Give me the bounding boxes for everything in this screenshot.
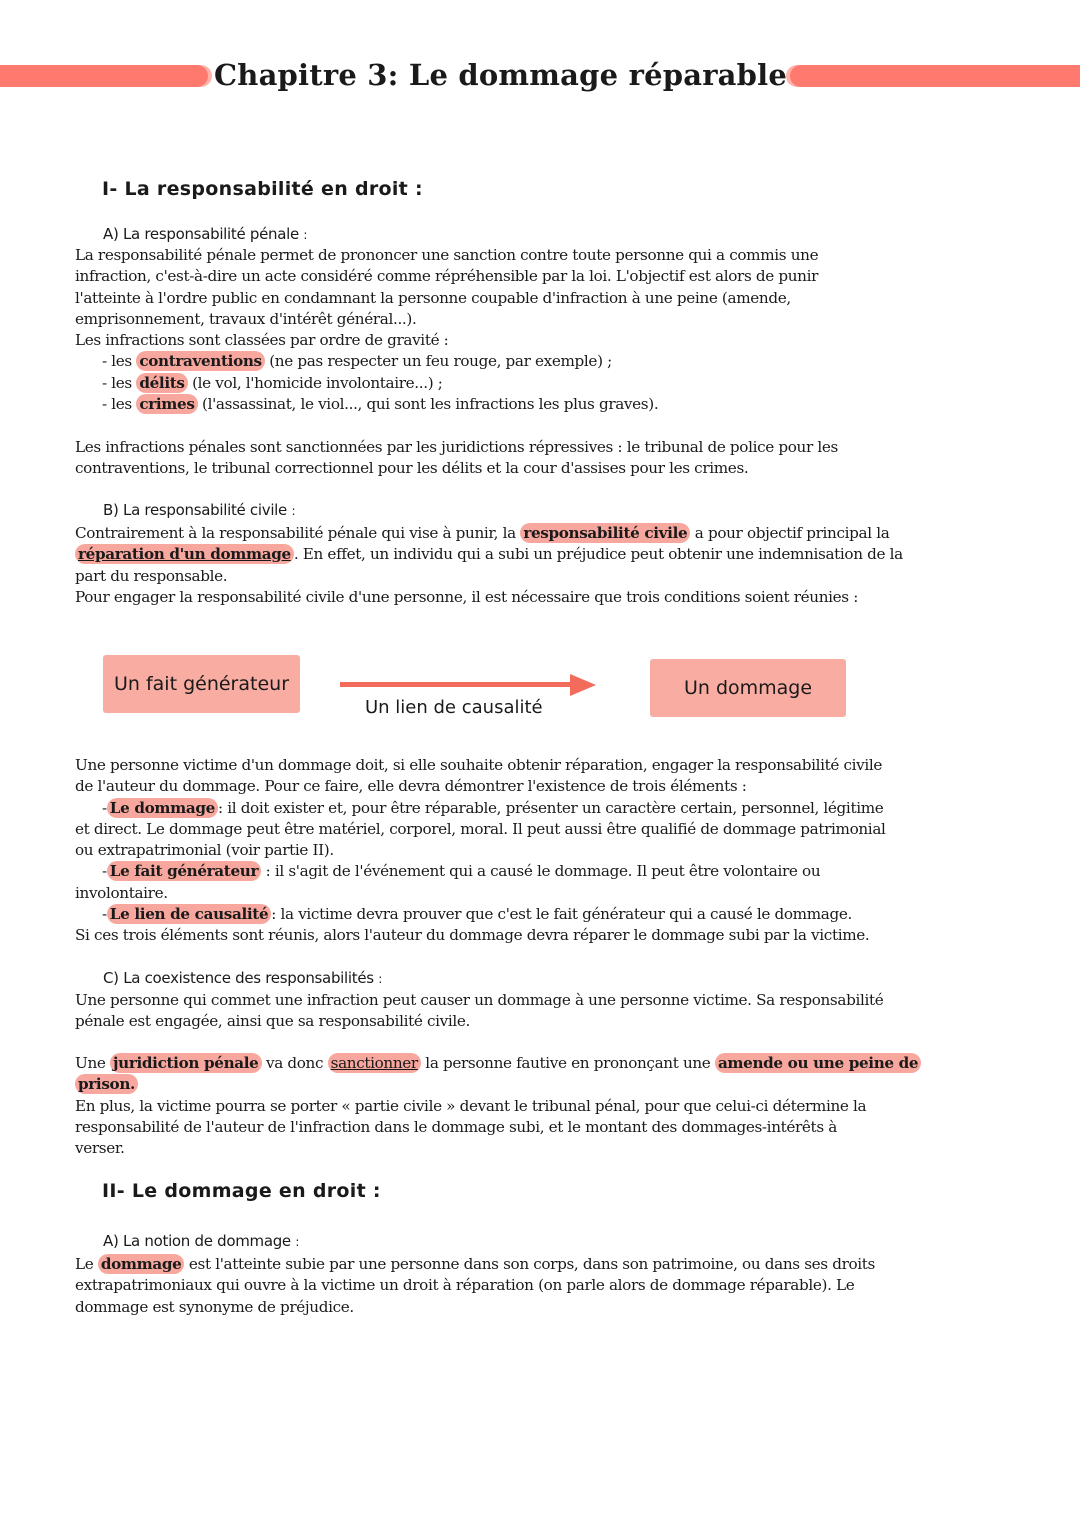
highlighted-term: réparation d'un dommage	[75, 544, 294, 564]
diagram-box-dommage: Un dommage	[650, 659, 846, 717]
highlighted-term: Le dommage	[107, 798, 218, 818]
decorative-bar-right	[790, 65, 1080, 87]
list-prefix: - les	[102, 373, 137, 392]
subsection-1c-heading	[103, 969, 382, 987]
text-line: infraction, c'est-à-dire un acte considéré comme répréhensible par la loi. L'objectif est alors de punir	[75, 267, 819, 286]
subsection-2a-heading	[103, 1232, 299, 1250]
highlighted-term: sanctionner	[328, 1053, 421, 1073]
text-line: Pour engager la responsabilité civile d'une personne, il est nécessaire que trois conditions soient réunies :	[75, 587, 858, 606]
highlighted-term: amende ou une peine de	[715, 1053, 921, 1073]
text: : il s'agit de l'événement qui a causé le dommage. Il peut être volontaire ou	[261, 862, 821, 881]
text-line: Les infractions pénales sont sanctionnées par les juridictions répressives : le tribunal de police pour les	[75, 438, 838, 456]
paragraph-responsabilite-penale	[75, 245, 1035, 415]
text-line: La responsabilité pénale permet de prononcer une sanction contre toute personne qui a commis une	[75, 246, 819, 264]
highlighted-term: Le fait générateur	[107, 861, 261, 881]
text: Contrairement à la responsabilité pénale qui vise à punir, la	[75, 524, 521, 542]
text-line: Les infractions sont classées par ordre de gravité :	[75, 331, 449, 350]
list-text: (ne pas respecter un feu rouge, par exemple) ;	[264, 352, 612, 371]
highlighted-term: responsabilité civile	[520, 523, 690, 543]
list-prefix: - les	[102, 395, 137, 414]
subsection-1c-title: C) La coexistence des responsabilités	[103, 969, 374, 987]
text-line: part du responsable.	[75, 566, 228, 585]
list-text: (l'assassinat, le viol..., qui sont les infractions les plus graves).	[197, 395, 659, 414]
element-dommage	[75, 798, 1035, 819]
arrow-right-icon	[570, 674, 596, 696]
paragraph-coexistence	[75, 990, 1035, 1033]
dash: -	[102, 905, 107, 924]
text-line: verser.	[75, 1139, 125, 1158]
paragraph-juridiction-penale	[75, 1053, 1035, 1159]
list-item-contraventions	[75, 351, 1035, 372]
paragraph-responsabilite-civile	[75, 523, 1035, 608]
colon: :	[303, 228, 308, 242]
text: : il doit exister et, pour être réparable, présenter un caractère certain, personnel, légitime	[217, 798, 884, 817]
text-line	[75, 544, 1035, 565]
text-line	[75, 1053, 1035, 1074]
highlighted-term: contraventions	[136, 351, 264, 371]
text-line: involontaire.	[75, 883, 168, 902]
subsection-1a-title: A) La responsabilité pénale	[103, 225, 299, 243]
subsection-1b-title: B) La responsabilité civile	[103, 501, 287, 519]
highlighted-term: prison.	[75, 1074, 138, 1094]
list-item-crimes	[75, 394, 1035, 415]
text-line: ou extrapatrimonial (voir partie II).	[75, 841, 334, 860]
text-line	[75, 523, 1035, 544]
text-line: En plus, la victime pourra se porter « partie civile » devant le tribunal pénal, pour que celui-ci détermine la	[75, 1096, 867, 1115]
text: : la victime devra prouver que c'est le fait générateur qui a causé le dommage.	[271, 905, 852, 924]
subsection-1b-heading	[103, 501, 295, 519]
highlighted-term: Le lien de causalité	[107, 904, 271, 924]
highlighted-term: délits	[136, 373, 187, 393]
text-line: responsabilité de l'auteur de l'infraction dans le dommage subi, et le montant des dommages-intérêts à	[75, 1117, 837, 1136]
list-item-delits	[75, 373, 1035, 394]
section-2-heading: II- Le dommage en droit :	[102, 1180, 381, 1202]
colon: :	[291, 504, 296, 518]
dash: -	[102, 798, 107, 817]
paragraph-notion-dommage	[75, 1254, 1035, 1318]
text: . En effet, un individu qui a subi un préjudice peut obtenir une indemnisation de la	[293, 545, 903, 564]
text-line: et direct. Le dommage peut être matériel, corporel, moral. Il peut aussi être qualifié de dommage patrimonial	[75, 819, 886, 838]
text-line: pénale est engagée, ainsi que sa responsabilité civile.	[75, 1012, 470, 1031]
dash: -	[102, 862, 107, 881]
text-line: Si ces trois éléments sont réunis, alors l'auteur du dommage devra réparer le dommage subi par la victime.	[75, 926, 870, 945]
arrow-line	[340, 682, 572, 687]
highlighted-term: juridiction pénale	[110, 1053, 262, 1073]
text: va donc	[261, 1054, 328, 1072]
text-line: dommage est synonyme de préjudice.	[75, 1297, 354, 1316]
subsection-1a-heading	[103, 225, 307, 243]
paragraph-juridictions	[75, 437, 1035, 480]
diagram-arrow-label: Un lien de causalité	[365, 697, 543, 718]
page-title: Chapitre 3: Le dommage réparable	[214, 58, 788, 92]
section-1-heading: I- La responsabilité en droit :	[102, 178, 423, 200]
paragraph-trois-elements	[75, 755, 1035, 947]
text: Une	[75, 1054, 110, 1072]
text-line: l'atteinte à l'ordre public en condamnant la personne coupable d'infraction à une peine (amende,	[75, 288, 791, 307]
element-lien-causalite	[75, 904, 1035, 925]
text: est l'atteinte subie par une personne dans son corps, dans son patrimoine, ou dans ses droits	[184, 1255, 875, 1273]
list-text: (le vol, l'homicide involontaire...) ;	[187, 373, 443, 392]
text-line: contraventions, le tribunal correctionnel pour les délits et la cour d'assises pour les crimes.	[75, 459, 749, 478]
text-line: de l'auteur du dommage. Pour ce faire, elle devra démontrer l'existence de trois éléments :	[75, 777, 747, 796]
list-prefix: - les	[102, 352, 137, 371]
text: la personne fautive en prononçant une	[420, 1054, 715, 1072]
subsection-2a-title: A) La notion de dommage	[103, 1232, 291, 1250]
text: a pour objectif principal la	[690, 524, 890, 542]
highlighted-term: crimes	[136, 394, 197, 414]
decorative-bar-left	[0, 65, 208, 87]
highlighted-term: dommage	[98, 1254, 185, 1274]
text-line	[75, 1254, 1035, 1275]
text-line: Une personne victime d'un dommage doit, si elle souhaite obtenir réparation, engager la responsabilité civile	[75, 756, 883, 774]
text-line: extrapatrimoniaux qui ouvre à la victime un droit à réparation (on parle alors de dommage réparable). Le	[75, 1276, 855, 1295]
chapter-header	[0, 55, 1080, 97]
diagram-box-fait-generateur: Un fait générateur	[103, 655, 300, 713]
element-fait-generateur	[75, 861, 1035, 882]
text: Le	[75, 1255, 98, 1273]
text-line: emprisonnement, travaux d'intérêt général...).	[75, 309, 417, 328]
colon: :	[378, 972, 383, 986]
text-line	[75, 1074, 1035, 1095]
colon: :	[295, 1235, 300, 1249]
text-line: Une personne qui commet une infraction peut causer un dommage à une personne victime. Sa responsabilité	[75, 991, 884, 1009]
